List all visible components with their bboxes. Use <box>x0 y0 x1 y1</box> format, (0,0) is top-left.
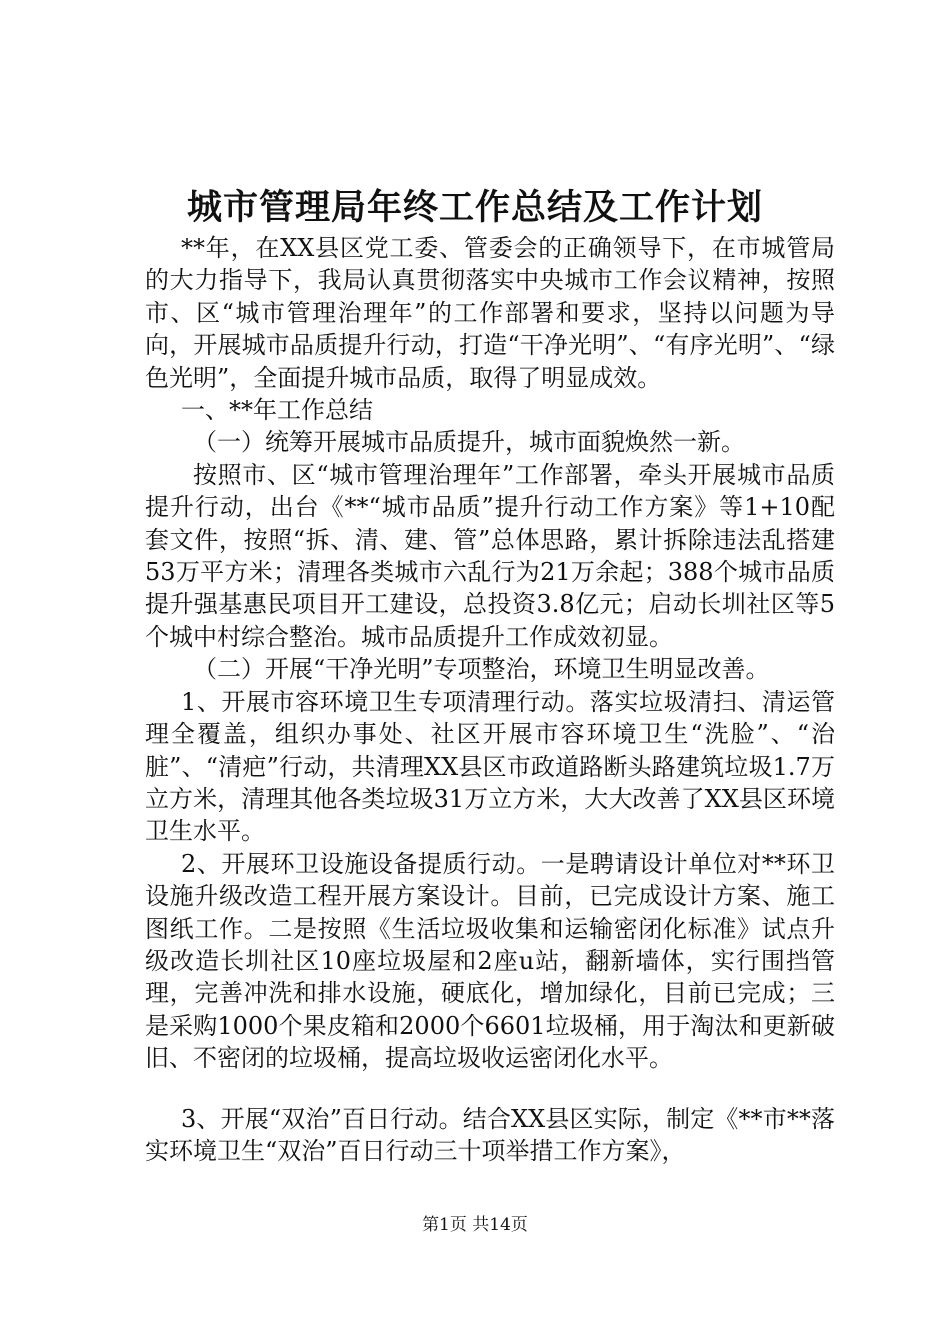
section-heading: 一、**年工作总结 <box>181 396 373 425</box>
body-paragraph: 1、开展市容环境卫生专项清理行动。落实垃圾清扫、清运管理全覆盖，组织办事处、社区开展市容环境卫生“洗脸”、“治脏”、“清疤”行动，共清理XX县区市政道路断头路建筑垃圾1.7万立方米，清理其他各类垃圾31万立方米，大大改善了XX县区环境卫生水平。 <box>145 687 835 846</box>
subsection-heading: （二）开展“干净光明”专项整治，环境卫生明显改善。 <box>193 655 770 684</box>
body-paragraph: 2、开展环卫设施设备提质行动。一是聘请设计单位对**环卫设施升级改造工程开展方案设计。目前，已完成设计方案、施工图纸工作。二是按照《生活垃圾收集和运输密闭化标准》试点升级改造长圳社区10座垃圾屋和2座u站，翻新墙体，实行围挡管理，完善冲洗和排水设施，硬底化，增加绿化，目前已完成；三是采购1000个果皮箱和2000个6601垃圾桶，用于淘汰和更新破旧、不密闭的垃圾桶，提高垃圾收运密闭化水平。 <box>145 849 835 1073</box>
document-body <box>145 232 835 1167</box>
body-paragraph: 按照市、区“城市管理治理年”工作部署，牵头开展城市品质提升行动，出台《**“城市品质”提升行动工作方案》等1+10配套文件，按照“拆、清、建、管”总体思路，累计拆除违法乱搭建53万平方米；清理各类城市六乱行为21万余起；388个城市品质提升强基惠民项目开工建设，总投资3.8亿元；启动长圳社区等5个城中村综合整治。城市品质提升工作成效初显。 <box>145 460 835 651</box>
page-footer: 第1页 共14页 <box>422 1215 528 1235</box>
body-paragraph: 3、开展“双治”百日行动。结合XX县区实际，制定《**市**落实环境卫生“双治”百日行动三十项举措工作方案》， <box>145 1104 835 1165</box>
document-title: 城市管理局年终工作总结及工作计划 <box>186 187 763 228</box>
intro-paragraph: **年，在XX县区党工委、管委会的正确领导下，在市城管局的大力指导下，我局认真贯彻落实中央城市工作会议精神，按照市、区“城市管理治理年”的工作部署和要求，坚持以问题为导向，开展城市品质提升行动，打造“干净光明”、“有序光明”、“绿色光明”，全面提升城市品质，取得了明显成效。 <box>145 234 835 392</box>
subsection-heading: （一）统筹开展城市品质提升，城市面貌焕然一新。 <box>193 428 745 457</box>
